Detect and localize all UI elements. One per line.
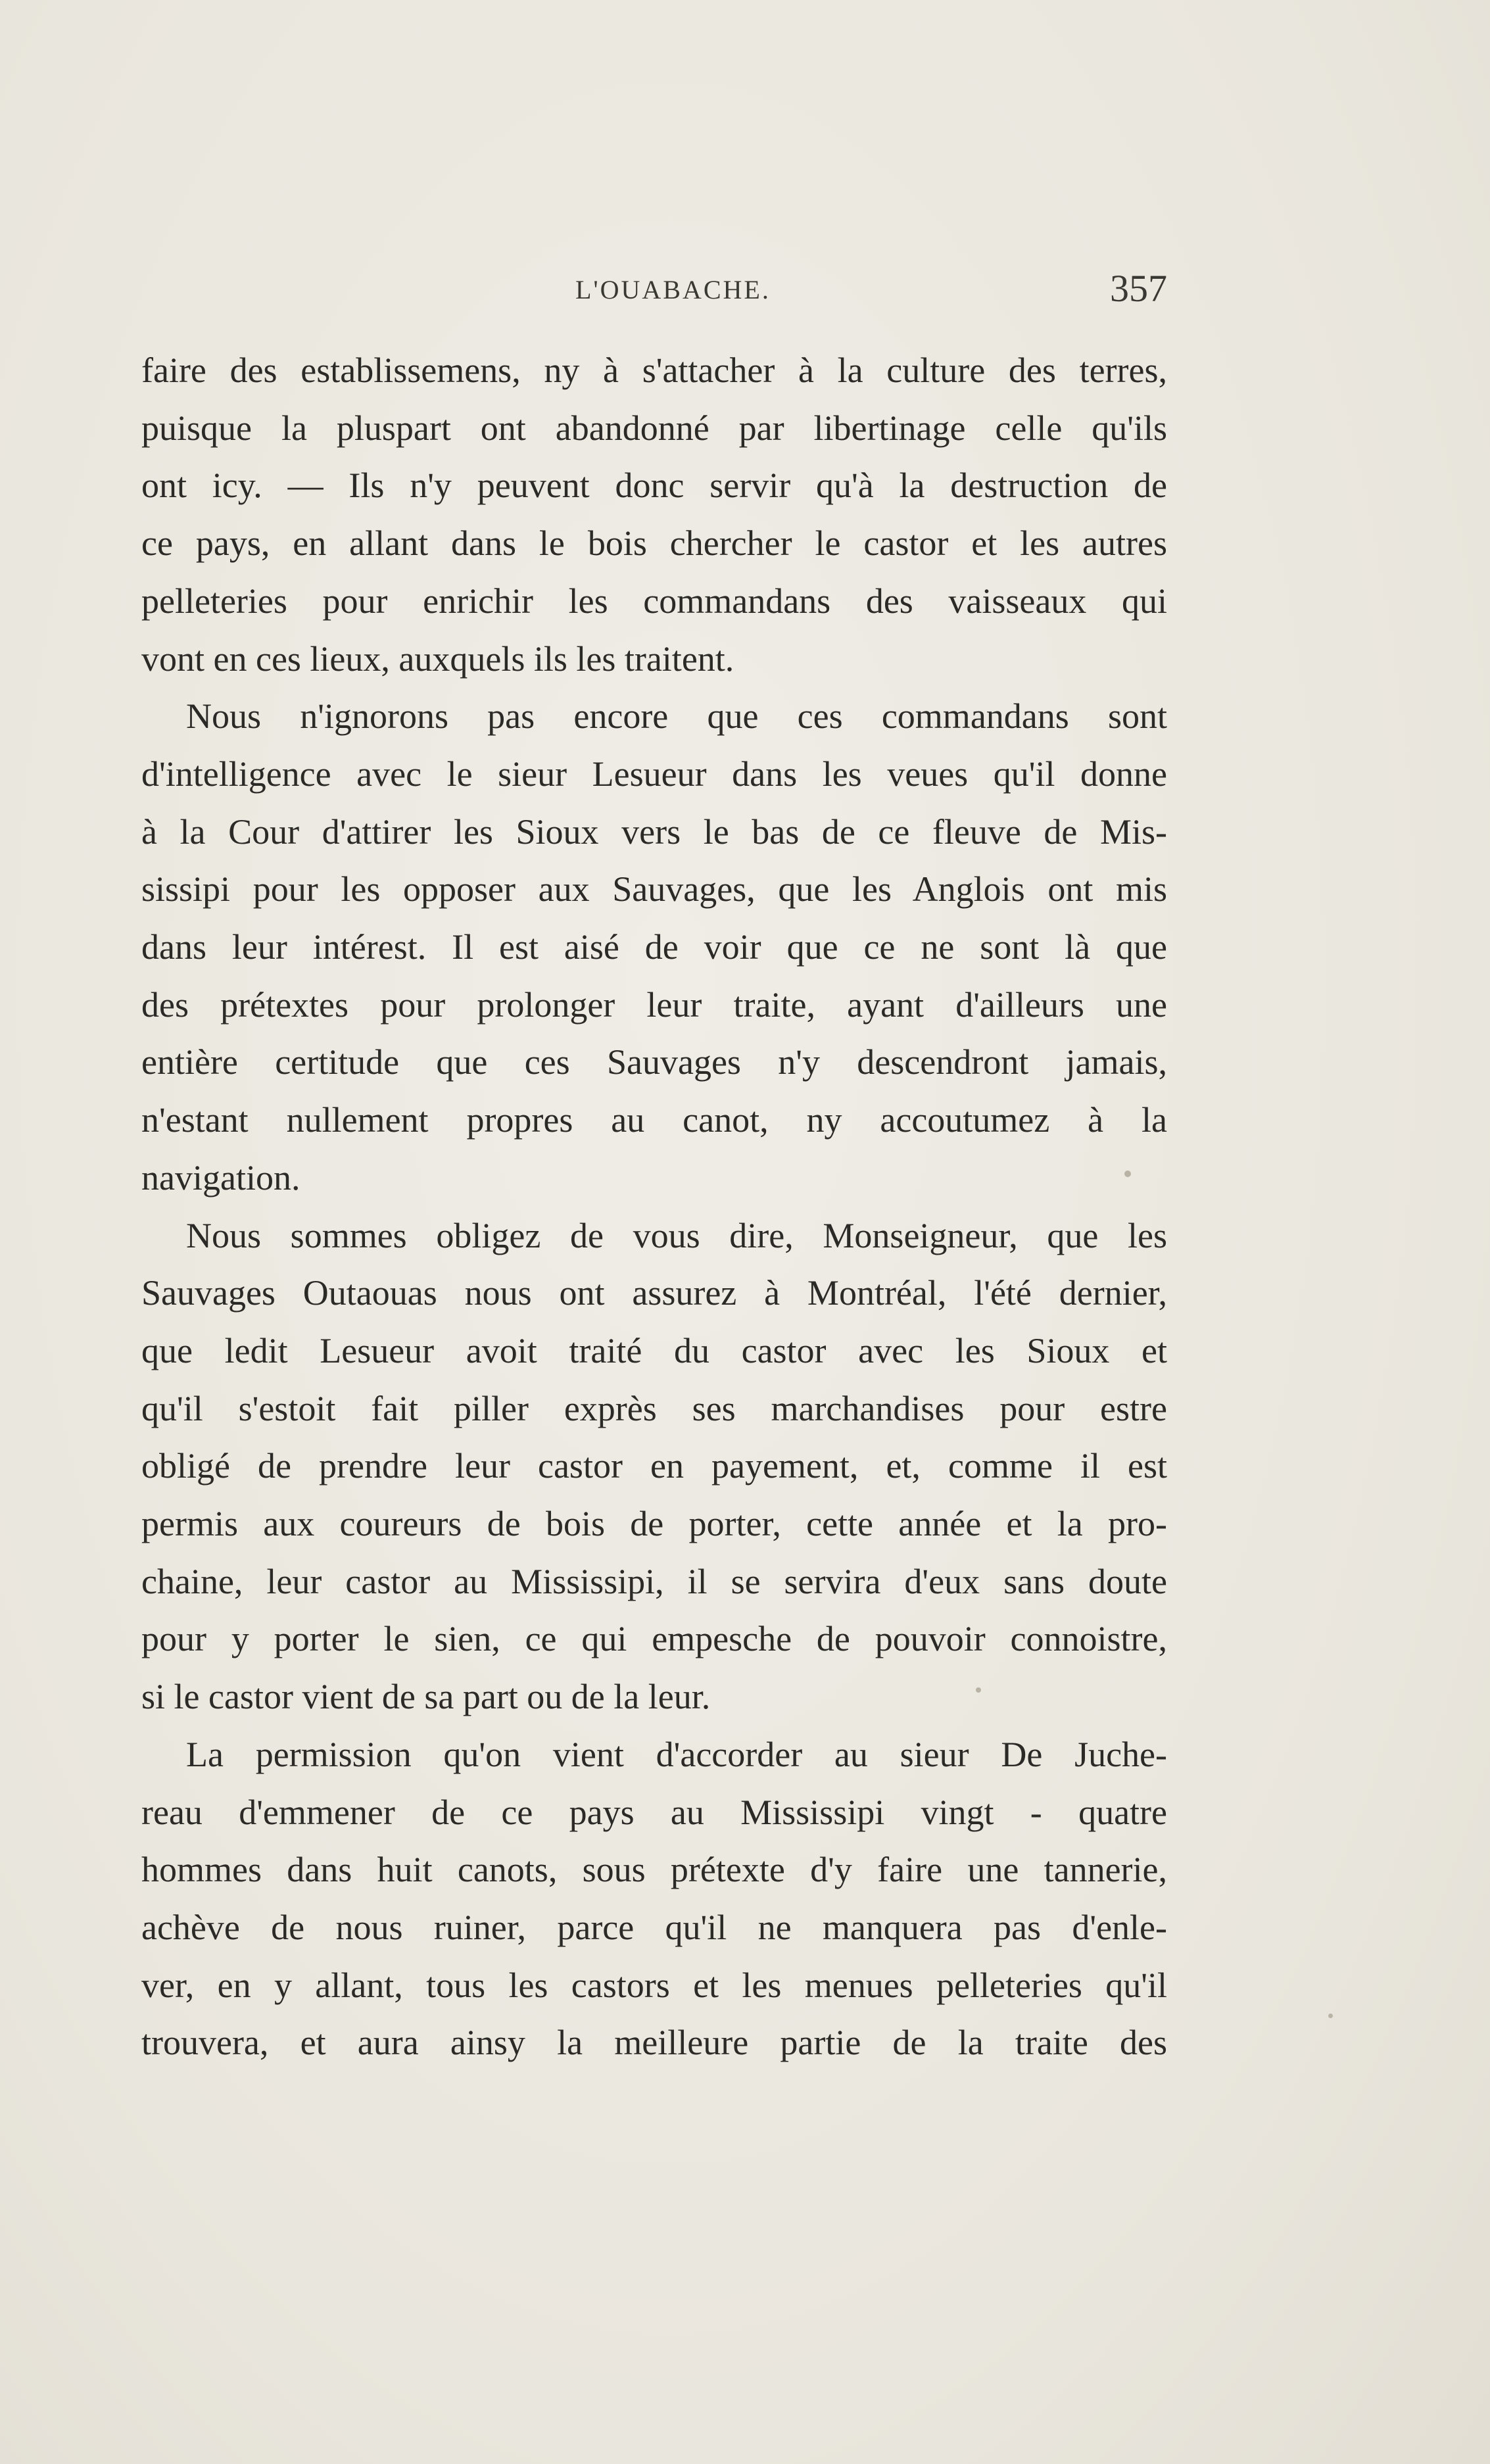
paper-speck bbox=[1124, 1171, 1131, 1177]
text-line: ont icy. — Ils n'y peuvent donc servir qu'à la destruction de bbox=[141, 466, 1167, 506]
text-line: vont en ces lieux, auxquels ils les traitent. bbox=[141, 639, 734, 679]
text-line: Nous sommes obligez de vous dire, Monseigneur, que les bbox=[186, 1215, 1167, 1255]
text-line: sissipi pour les opposer aux Sauvages, que les Anglois ont mis bbox=[141, 869, 1167, 909]
text-line: La permission qu'on vient d'accorder au sieur De Juche- bbox=[186, 1734, 1167, 1774]
paper-speck bbox=[1328, 2014, 1333, 2018]
text-line: si le castor vient de sa part ou de la leur. bbox=[141, 1677, 711, 1717]
paragraph-3 bbox=[141, 1207, 1167, 1726]
text-line: Sauvages Outaouas nous ont assurez à Montréal, l'été dernier, bbox=[141, 1273, 1167, 1313]
text-line: hommes dans huit canots, sous prétexte d'y faire une tannerie, bbox=[141, 1850, 1167, 1890]
text-line: permis aux coureurs de bois de porter, cette année et la pro- bbox=[141, 1504, 1167, 1544]
text-line: pelleteries pour enrichir les commandans des vaisseaux qui bbox=[141, 581, 1167, 621]
paragraph-1 bbox=[141, 342, 1167, 688]
text-line: puisque la pluspart ont abandonné par libertinage celle qu'ils bbox=[141, 408, 1167, 448]
text-line: ce pays, en allant dans le bois chercher le castor et les autres bbox=[141, 523, 1167, 564]
text-line: navigation. bbox=[141, 1157, 300, 1197]
text-line: trouvera, et aura ainsy la meilleure partie de la traite des bbox=[141, 2023, 1167, 2063]
text-line: Nous n'ignorons pas encore que ces commandans sont bbox=[186, 696, 1167, 737]
paper-speck bbox=[976, 1687, 981, 1693]
page-header bbox=[141, 266, 1167, 319]
text-line: qu'il s'estoit fait piller exprès ses marchandises pour estre bbox=[141, 1388, 1167, 1428]
text-line: que ledit Lesueur avoit traité du castor avec les Sioux et bbox=[141, 1330, 1167, 1370]
text-line: des prétextes pour prolonger leur traite, ayant d'ailleurs une bbox=[141, 984, 1167, 1025]
text-line: entière certitude que ces Sauvages n'y descendront jamais, bbox=[141, 1042, 1167, 1082]
text-line: faire des establissemens, ny à s'attacher à la culture des terres, bbox=[141, 350, 1167, 390]
running-head: L'OUABACHE. bbox=[575, 275, 771, 304]
paragraph-4 bbox=[141, 1726, 1167, 2072]
text-line: obligé de prendre leur castor en payement, et, comme il est bbox=[141, 1446, 1167, 1486]
text-line: n'estant nullement propres au canot, ny accoutumez à la bbox=[141, 1100, 1167, 1140]
text-line: chaine, leur castor au Mississipi, il se servira d'eux sans doute bbox=[141, 1561, 1167, 1601]
text-line: dans leur intérest. Il est aisé de voir que ce ne sont là que bbox=[141, 927, 1167, 967]
text-line: pour y porter le sien, ce qui empesche de pouvoir connoistre, bbox=[141, 1619, 1167, 1659]
body-text bbox=[141, 342, 1167, 2072]
page-number: 357 bbox=[1110, 267, 1167, 310]
paragraph-2 bbox=[141, 688, 1167, 1207]
text-line: d'intelligence avec le sieur Lesueur dans les veues qu'il donne bbox=[141, 754, 1167, 794]
text-line: achève de nous ruiner, parce qu'il ne manquera pas d'enle- bbox=[141, 1907, 1167, 1947]
text-line: à la Cour d'attirer les Sioux vers le bas de ce fleuve de Mis- bbox=[141, 811, 1167, 852]
text-line: reau d'emmener de ce pays au Mississipi vingt - quatre bbox=[141, 1792, 1167, 1832]
text-line: ver, en y allant, tous les castors et les menues pelleteries qu'il bbox=[141, 1965, 1167, 2005]
